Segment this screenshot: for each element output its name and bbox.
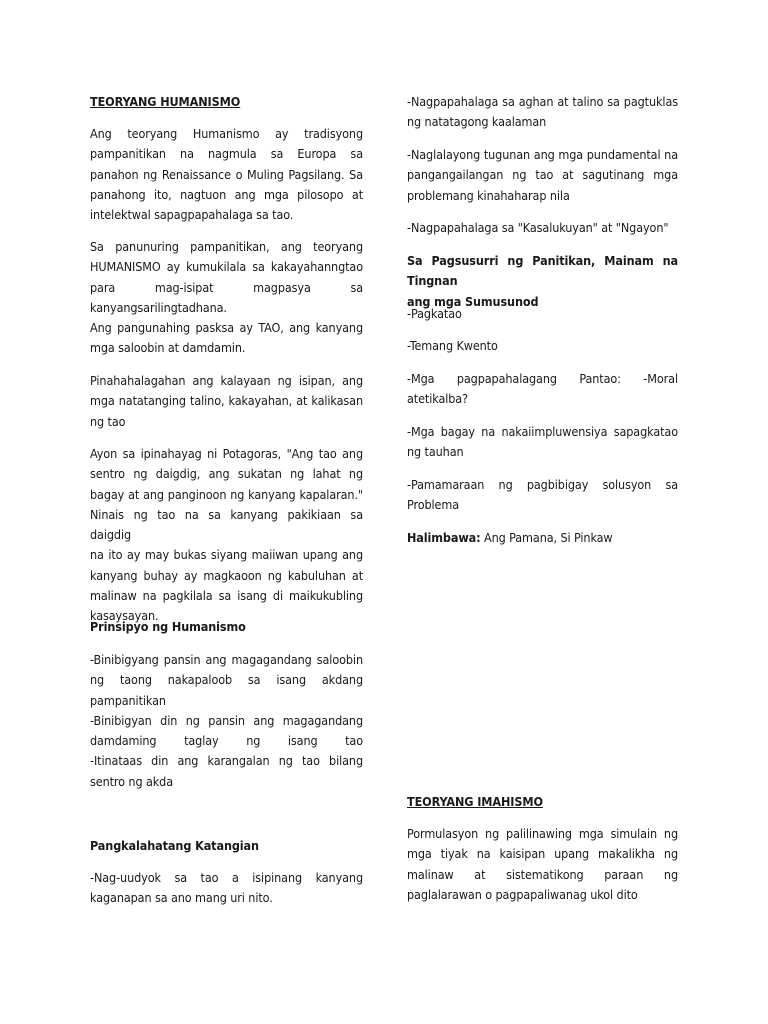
text-line: Problema xyxy=(407,497,460,513)
paragraph-intro xyxy=(90,124,363,225)
text-line: -Binibigyang pansin ang magagandang saloobin xyxy=(90,652,363,667)
text-line: mga saloobin at damdamin. xyxy=(90,340,246,356)
section-title-imahismo: TEORYANG IMAHISMO xyxy=(407,794,543,809)
text-line: -Nag-uudyok sa tao a isipinang kanyang xyxy=(90,870,363,885)
heading-line: Sa Pagsusurri ng Panitikan, Mainam na Tingnan xyxy=(407,253,678,289)
text-line: na ito ay may bukas siyang maiiwan upang ang xyxy=(90,547,363,563)
text-line: pampanitikan na nagmula sa Europa sa xyxy=(90,146,363,162)
text-line: Ayon sa ipinahayag ni Potagoras, "Ang tao ang xyxy=(90,446,363,461)
text-line: ng natatagong kaalaman xyxy=(407,114,547,130)
paragraph-prinsipyo-list xyxy=(90,650,363,792)
text-line: malinaw na pagkilala sa isang di maikukubling xyxy=(90,588,363,604)
text-line: -Nagpapahalaga sa aghan at talino sa pagtuklas xyxy=(407,94,678,109)
heading-prinsipyo: Prinsipyo ng Humanismo xyxy=(90,619,246,634)
text-line: panahong ito, nagtuon ang mga pilosopo at xyxy=(90,186,363,202)
text-line: kaganapan sa ano mang uri nito. xyxy=(90,890,273,906)
text-line: -Itinataas din ang karangalan ng tao bilang xyxy=(90,753,363,769)
text-line: kanyangsarilingtadhana. xyxy=(90,299,227,315)
paragraph-aghan xyxy=(407,92,678,133)
text-line: panahon ng Renaissance o Muling Pagsilang. Sa xyxy=(90,166,363,182)
text-line: ng tauhan xyxy=(407,444,464,460)
text-line: bagay at ang panginoon ng kanyang kapalaran." xyxy=(90,486,363,502)
paragraph-pundamental xyxy=(407,145,678,206)
text-line: -Mga bagay na nakaiimpluwensiya sapagkatao xyxy=(407,424,678,439)
text-line: Ang teoryang Humanismo ay tradisyong xyxy=(90,126,363,141)
text-line: -Naglalayong tugunan ang mga pundamental na xyxy=(407,147,678,162)
text-line: mga natatanging talino, kakayahan, at kalikasan xyxy=(90,393,363,409)
paragraph-kalayaan xyxy=(90,371,363,432)
paragraph-imahismo xyxy=(407,824,678,905)
text-line: pampanitikan xyxy=(90,692,166,708)
text-line: -Binibigyan din ng pansin ang magagandang xyxy=(90,712,363,728)
item-temang-kwento: -Temang Kwento xyxy=(407,338,498,353)
heading-pangkalahatang-katangian: Pangkalahatang Katangian xyxy=(90,838,259,853)
text-line: Pinahahalagahan ang kalayaan ng isipan, ang xyxy=(90,373,363,388)
text-line: sentro ng akda xyxy=(90,773,173,789)
text-line: damdaming taglay ng isang tao xyxy=(90,733,363,749)
example-text: Ang Pamana, Si Pinkaw xyxy=(480,530,613,545)
text-line: malinaw at sistematikong paraan ng xyxy=(407,866,678,882)
text-line: ng tao xyxy=(90,413,126,429)
text-line: -Mga pagpapahalagang Pantao: -Moral xyxy=(407,371,678,386)
text-line: Pormulasyon ng palilinawing mga simulain ng xyxy=(407,826,678,841)
text-line: kanyang buhay ay magkaoon ng kabuluhan at xyxy=(90,567,363,583)
text-line: atetikalba? xyxy=(407,391,468,407)
text-line: -Pamamaraan ng pagbibigay solusyon sa xyxy=(407,477,678,492)
item-pagkatao: -Pagkatao xyxy=(407,306,462,321)
item-pagpapahalaga xyxy=(407,369,678,410)
paragraph-panunuri xyxy=(90,237,363,359)
item-impluwensiya xyxy=(407,422,678,463)
text-line: Sa panunuring pampanitikan, ang teoryang xyxy=(90,239,363,254)
heading-pagsusurri xyxy=(407,251,678,312)
heading-line: ang mga Sumusunod xyxy=(407,293,539,309)
text-line: para mag-isipat magpasya sa xyxy=(90,279,363,295)
paragraph-potagoras xyxy=(90,444,363,627)
text-line: mga tiyak na kaisipan upang makalikha ng xyxy=(407,846,678,862)
text-line: Ninais ng tao na sa kanyang pakikiaan sa daigdig xyxy=(90,506,363,543)
text-line: Ang pangunahing pasksa ay TAO, ang kanyang xyxy=(90,320,363,336)
text-line: intelektwal sapagpapahalaga sa tao. xyxy=(90,207,294,223)
text-line: kasaysayan. xyxy=(90,608,159,624)
text-line: ng taong nakapaloob sa isang akdang xyxy=(90,672,363,688)
section-title-humanismo: TEORYANG HUMANISMO xyxy=(90,94,241,109)
text-line: problemang kinahaharap nila xyxy=(407,187,570,203)
paragraph-kasalukuyan: -Nagpapahalaga sa "Kasalukuyan" at "Ngayon" xyxy=(407,220,669,235)
paragraph-katangian xyxy=(90,868,363,909)
example-line xyxy=(407,528,678,548)
item-pamamaraan xyxy=(407,475,678,516)
text-line: sentro ng daigdig, ang sukatan ng lahat ng xyxy=(90,466,363,482)
text-line: paglalarawan o pagpapaliwanag ukol dito xyxy=(407,886,638,902)
text-line: HUMANISMO ay kumukilala sa kakayahanngtao xyxy=(90,259,363,275)
example-label: Halimbawa: xyxy=(407,530,481,545)
text-line: pangangailangan ng tao at sagutinang mga xyxy=(407,167,678,183)
